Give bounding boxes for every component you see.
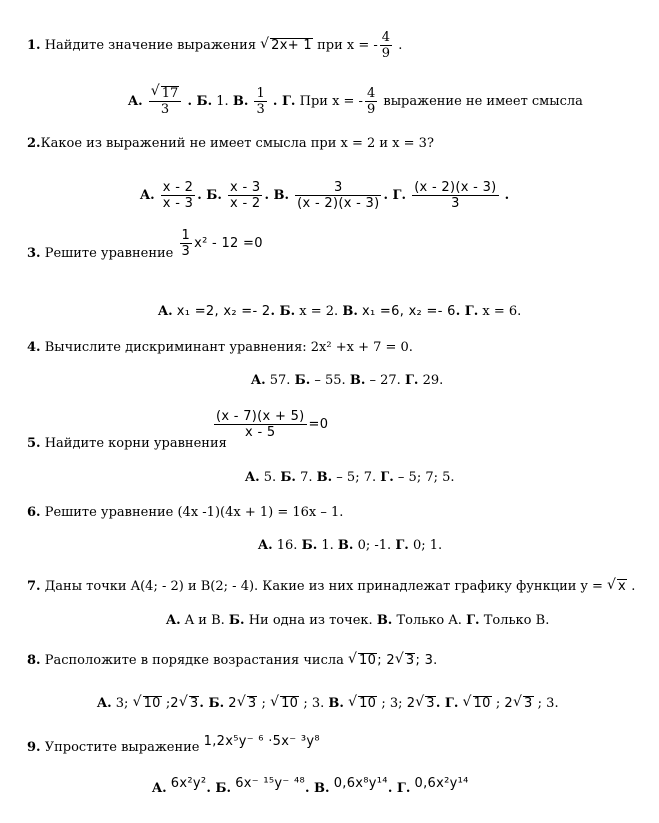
period: .	[504, 188, 510, 203]
option-a-label: A.	[166, 613, 181, 628]
option-v-label: B.	[232, 94, 249, 109]
coefficient: 2	[504, 696, 513, 711]
sqrt-3	[395, 653, 416, 669]
option-b-label: . Б.	[197, 188, 222, 203]
option-a-fraction	[149, 86, 182, 117]
denominator: 3	[160, 102, 170, 117]
question-number: 8.	[27, 653, 41, 668]
option-g-label: . Г.	[387, 781, 411, 796]
separator: ; 3.	[303, 696, 325, 711]
question-3	[27, 228, 263, 269]
option-g-text: Только B.	[483, 613, 550, 628]
minus-sign: -	[373, 38, 378, 53]
option-g-tail: выражение не имеет смысла	[383, 94, 583, 109]
numerator: 3	[295, 180, 381, 196]
option-g-text: При x = -	[299, 94, 363, 109]
option-a-label: A.	[258, 538, 273, 553]
option-g-label: Г.	[380, 470, 394, 485]
question-7	[27, 579, 635, 595]
option-b-label: . Б.	[206, 781, 232, 796]
equation-5	[212, 409, 328, 440]
option-v-text: x₁ =6, x₂ =- 6	[362, 304, 456, 319]
denominator: x - 5	[245, 425, 276, 440]
answers-1	[128, 86, 583, 117]
coefficient: 2	[170, 696, 179, 711]
question-text: Найдите значение выражения	[44, 38, 257, 53]
question-number: 5.	[27, 436, 41, 451]
option-g-text: 0; 1.	[412, 538, 443, 553]
answers-4	[251, 373, 443, 389]
option-v-text: 0; -1.	[357, 538, 392, 553]
question-2	[27, 136, 434, 152]
question-text: Найдите корни уравнения	[44, 436, 227, 451]
question-1	[27, 30, 402, 61]
separator: ;	[415, 653, 421, 668]
question-number: 3.	[27, 246, 41, 261]
equation-fraction	[180, 228, 193, 259]
option-v-fraction	[295, 180, 381, 211]
separator: ;	[261, 696, 266, 711]
question-number: 6.	[27, 505, 41, 520]
period: .	[398, 38, 403, 53]
option-g-label: . Г.	[272, 94, 296, 109]
numerator: (x - 7)(x + 5)	[216, 409, 305, 424]
option-g-label: Г.	[466, 613, 480, 628]
denominator: 9	[366, 102, 376, 117]
option-a-text: x₁ =2, x₂ =- 2	[176, 304, 271, 319]
option-a-label: A.	[152, 781, 167, 796]
separator: ;	[377, 653, 382, 668]
question-number: 9.	[27, 740, 41, 755]
radicand: 3	[189, 696, 199, 711]
option-v-fraction	[254, 86, 266, 117]
option-a-text: 6x²y²	[170, 776, 207, 791]
question-text: Упростите выражение	[44, 740, 200, 755]
option-a-label: A.	[140, 188, 155, 203]
radicand: 10	[143, 696, 161, 711]
option-a-text: 16.	[276, 538, 298, 553]
question-text: Вычислите дискриминант уравнения: 2x² +x + 7 = 0.	[44, 340, 413, 355]
question-9	[27, 734, 320, 756]
answers-9	[152, 776, 469, 797]
expression: 1,2x⁵y⁻ ⁶ ·5x⁻ ³y⁸	[203, 734, 320, 749]
coefficient: 2	[406, 696, 416, 711]
question-number: 2.	[27, 136, 41, 151]
question-5	[27, 436, 227, 452]
option-v-label: B.	[349, 373, 366, 388]
denominator: 9	[381, 46, 391, 61]
question-number: 7.	[27, 579, 41, 594]
answers-8	[97, 696, 559, 712]
option-b-label: Б.	[280, 470, 296, 485]
option-b-text: x = 2.	[299, 304, 339, 319]
question-text: Решите уравнение	[44, 246, 174, 261]
answers-7	[166, 613, 549, 629]
option-b-label: Б.	[228, 613, 245, 628]
denominator: x - 2	[230, 196, 261, 211]
separator: ; 3;	[381, 696, 403, 711]
option-a-label: A.	[97, 696, 112, 711]
answers-5	[245, 470, 455, 486]
denominator: (x - 2)(x - 3)	[297, 196, 380, 211]
radicand: 10	[281, 696, 299, 711]
last-number: 3.	[424, 653, 438, 668]
equation-rest: x² - 12 =0	[194, 236, 263, 251]
question-4	[27, 340, 413, 356]
radicand: 2x+ 1	[271, 38, 312, 53]
radicand: x	[618, 579, 627, 594]
option-v-label: B.	[337, 538, 354, 553]
option-b-label: Б.	[294, 373, 311, 388]
question-number: 1.	[27, 38, 41, 53]
question-6	[27, 505, 343, 521]
option-v-label: . B.	[264, 188, 290, 203]
numerator: x - 2	[162, 180, 194, 195]
option-g-label: Г.	[404, 373, 419, 388]
denominator: x - 3	[162, 196, 194, 211]
option-g-text: 29.	[422, 373, 444, 388]
option-a-label: A.	[128, 94, 143, 109]
separator: ;	[495, 696, 501, 711]
numerator: 1	[256, 86, 265, 101]
option-b-text: 1.	[216, 94, 229, 109]
option-b-text: Ни одна из точек.	[248, 613, 373, 628]
option-a-label: A.	[158, 304, 173, 319]
option-g-label: . Г.	[435, 696, 459, 711]
option-b-text: – 55.	[314, 373, 346, 388]
option-g-label: Г.	[395, 538, 409, 553]
option-a-fraction	[161, 180, 195, 211]
option-g-fraction	[412, 180, 498, 211]
option-v-label: B.	[316, 470, 333, 485]
option-v-label: B.	[376, 613, 393, 628]
option-g-label: . Г.	[455, 304, 479, 319]
option-g-fraction	[365, 86, 377, 117]
option-g-text: 0,6x²y¹⁴	[414, 776, 469, 791]
option-b-text: 6x⁻ ¹⁵y⁻ ⁴⁸	[235, 776, 305, 791]
denominator: 3	[256, 102, 265, 117]
option-a-text: 5.	[263, 470, 277, 485]
question-8	[27, 653, 438, 669]
equation-fraction	[214, 409, 307, 440]
answers-6	[258, 538, 442, 554]
option-v-text: – 5; 7.	[336, 470, 377, 485]
option-v-text: – 27.	[369, 373, 401, 388]
option-g-label: . Г.	[383, 188, 407, 203]
radicand: 3	[405, 653, 415, 668]
sqrt-10	[348, 653, 377, 669]
coefficient: 2	[386, 653, 395, 668]
question-text: Расположите в порядке возрастания числа	[44, 653, 344, 668]
numerator: 4	[366, 86, 376, 101]
equation-rest: =0	[308, 417, 329, 432]
option-v-text: 0,6x⁸y¹⁴	[333, 776, 388, 791]
question-text: Решите уравнение (4x -1)(4x + 1) = 16x – 1.	[44, 505, 344, 520]
option-v-text: Только A.	[396, 613, 462, 628]
radicand: 17	[161, 86, 179, 101]
option-a-first: 3;	[115, 696, 129, 711]
period: .	[631, 579, 636, 594]
separator: ; 3.	[537, 696, 559, 711]
answers-3	[158, 304, 521, 320]
radicand: 3	[523, 696, 533, 711]
denominator: 3	[451, 196, 460, 211]
numerator: (x - 2)(x - 3)	[414, 180, 497, 195]
option-v-label: B.	[328, 696, 344, 711]
option-b-label: . Б.	[199, 696, 225, 711]
condition-text: при x =	[317, 38, 370, 53]
radicand: 3	[426, 696, 435, 711]
answers-2	[140, 180, 509, 211]
option-a-text: A и B.	[184, 613, 225, 628]
option-a-text: 57.	[269, 373, 291, 388]
question-number: 4.	[27, 340, 41, 355]
option-a-label: A.	[245, 470, 260, 485]
sqrt-x	[607, 579, 627, 595]
option-b-label: . Б.	[270, 304, 296, 319]
option-v-label: . B.	[304, 781, 330, 796]
option-b-text: 1.	[321, 538, 334, 553]
radicand: 10	[359, 696, 377, 711]
option-b-label: Б.	[301, 538, 318, 553]
option-b-fraction	[228, 180, 262, 211]
question-text: Даны точки A(4; - 2) и B(2; - 4). Какие из них принадлежат графику функции y =	[44, 579, 603, 594]
numerator: 1	[181, 228, 191, 243]
numerator: x - 3	[230, 180, 261, 195]
denominator: 3	[181, 244, 191, 259]
option-g-text: – 5; 7; 5.	[397, 470, 455, 485]
question-text: Какое из выражений не имеет смысла при x = 2 и x = 3?	[40, 136, 434, 151]
radicand: 10	[473, 696, 491, 711]
option-g-text: x = 6.	[482, 304, 522, 319]
numerator: 4	[381, 30, 391, 45]
separator: ;	[165, 696, 171, 711]
option-v-label: B.	[342, 304, 358, 319]
fraction-4-9	[380, 30, 392, 61]
option-b-text: 7.	[300, 470, 313, 485]
option-a-label: A.	[251, 373, 266, 388]
coefficient: 2	[228, 696, 237, 711]
radicand: 3	[247, 696, 257, 711]
sqrt-expression	[260, 38, 313, 54]
option-b-label: . Б.	[187, 94, 213, 109]
radicand: 10	[359, 653, 377, 668]
